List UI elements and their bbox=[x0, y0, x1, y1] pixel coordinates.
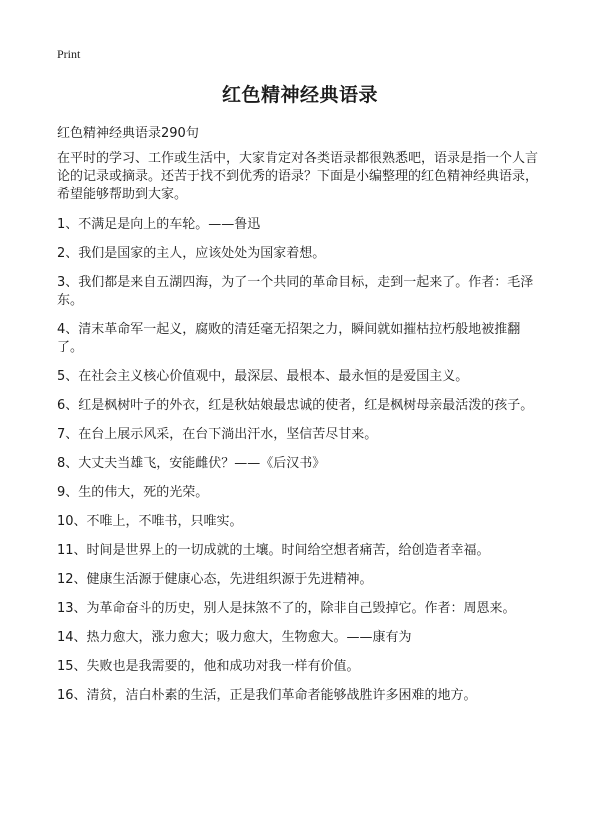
quote-item: 11、时间是世界上的一切成就的土壤。时间给空想者痛苦，给创造者幸福。 bbox=[57, 543, 490, 558]
quote-item: 3、我们都是来自五湖四海，为了一个共同的革命目标，走到一起来了。作者：毛泽东。 bbox=[57, 275, 534, 308]
quote-item: 9、生的伟大，死的光荣。 bbox=[57, 485, 209, 500]
print-link[interactable]: Print bbox=[57, 47, 81, 61]
quote-item: 14、热力愈大，涨力愈大；吸力愈大，生物愈大。——康有为 bbox=[57, 630, 412, 645]
quote-item: 1、不满足是向上的车轮。——鲁迅 bbox=[57, 217, 261, 232]
subtitle: 红色精神经典语录290句 bbox=[57, 126, 199, 141]
quote-item: 13、为革命奋斗的历史，别人是抹煞不了的，除非自己毁掉它。作者：周恩来。 bbox=[57, 601, 516, 616]
quote-item: 10、不唯上，不唯书，只唯实。 bbox=[57, 514, 243, 529]
quote-item: 5、在社会主义核心价值观中，最深层、最根本、最永恒的是爱国主义。 bbox=[57, 369, 469, 384]
page-title: 红色精神经典语录 bbox=[221, 84, 378, 106]
quote-item: 12、健康生活源于健康心态，先进组织源于先进精神。 bbox=[57, 572, 373, 587]
quote-item: 6、红是枫树叶子的外衣，红是秋姑娘最忠诚的使者，红是枫树母亲最活泼的孩子。 bbox=[57, 398, 534, 413]
quote-item: 8、大丈夫当雄飞，安能雌伏？——《后汉书》 bbox=[57, 456, 326, 471]
quote-item: 4、清末革命军一起义，腐败的清廷毫无招架之力，瞬间就如摧枯拉朽般地被推翻了。 bbox=[57, 322, 521, 355]
intro-paragraph: 在平时的学习、工作或生活中，大家肯定对各类语录都很熟悉吧，语录是指一个人言论的记录或摘录。还苦于找不到优秀的语录？下面是小编整理的红色精神经典语录，希望能够帮助到大家。 bbox=[57, 151, 539, 202]
quote-item: 15、失败也是我需要的，他和成功对我一样有价值。 bbox=[57, 659, 360, 674]
quote-item: 7、在台上展示风采，在台下淌出汗水，坚信苦尽甘来。 bbox=[57, 427, 378, 442]
quote-list bbox=[57, 216, 545, 716]
quote-item: 2、我们是国家的主人，应该处处为国家着想。 bbox=[57, 246, 326, 261]
quote-item: 16、清贫，洁白朴素的生活，正是我们革命者能够战胜许多困难的地方。 bbox=[57, 688, 477, 703]
